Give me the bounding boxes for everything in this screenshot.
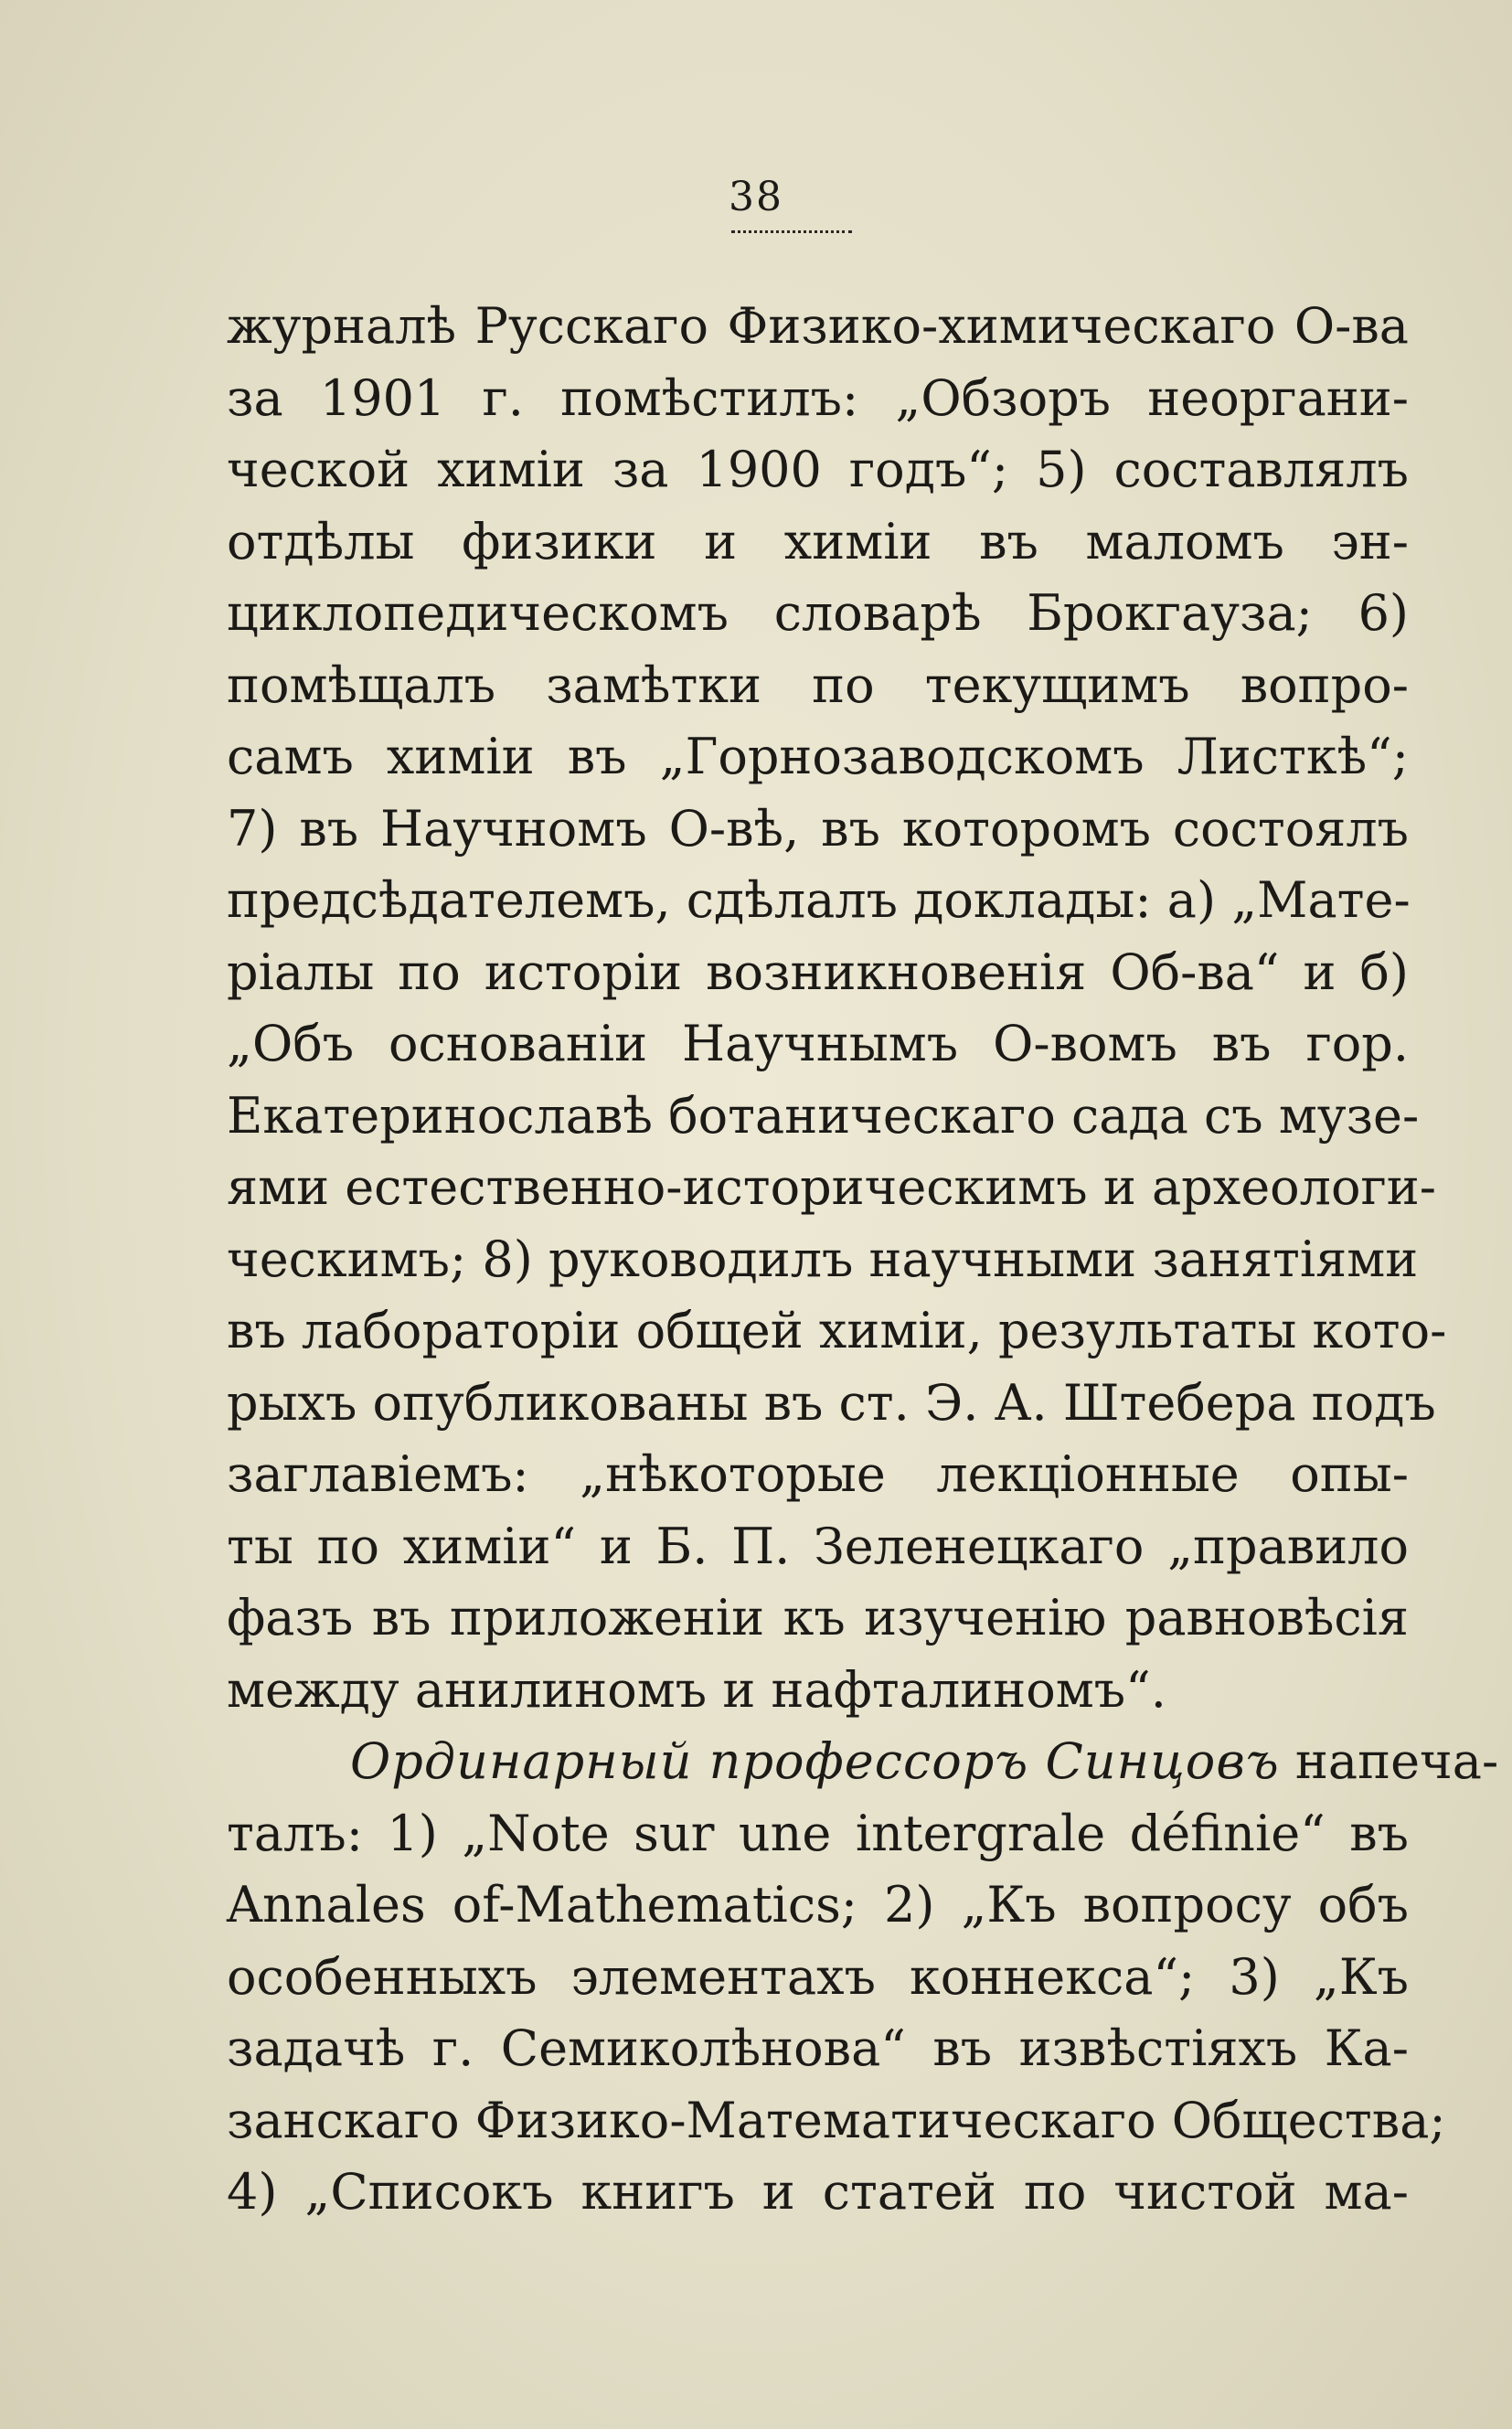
text-line: особенныхъ элементахъ коннекса“; 3) „Къ	[227, 1947, 1409, 2006]
text-line: ческой химіи за 1900 годъ“; 5) составлялъ	[227, 441, 1409, 498]
text-line: ями естественно-историческимъ и археологи-	[227, 1158, 1436, 1216]
text-line: самъ химіи въ „Горнозаводскомъ Листкѣ“;	[227, 728, 1409, 785]
text-line: за 1901 г. помѣстилъ: „Обзоръ неоргани-	[227, 368, 1409, 427]
text-line: отдѣлы физики и химіи въ маломъ эн-	[227, 512, 1409, 570]
text-line: „Объ основаніи Научнымъ О-вомъ въ гор.	[227, 1015, 1409, 1072]
italic-heading: Ординарный профессоръ Синцовъ	[350, 1732, 1280, 1790]
text-line: циклопедическомъ словарѣ Брокгауза; 6)	[227, 584, 1409, 642]
paragraph-first-line	[227, 1726, 1499, 1798]
text-line: въ лабораторіи общей химіи, результаты кото-	[227, 1302, 1447, 1359]
text-line: помѣщалъ замѣтки по текущимъ вопро-	[227, 655, 1409, 714]
text-line: талъ: 1) „Note sur une intergrale définie“ въ	[227, 1804, 1409, 1862]
page-number: 38	[729, 174, 783, 220]
body-text	[227, 291, 1499, 2229]
text-line: рыхъ опубликованы въ ст. Э. А. Штебера подъ	[227, 1373, 1436, 1432]
text-line: ріалы по исторіи возникновенія Об-ва“ и б)	[227, 943, 1409, 1001]
text-fragment: напеча-	[1279, 1732, 1499, 1790]
text-line: Annales of-Mathematics; 2) „Къ вопросу объ	[227, 1876, 1409, 1934]
text-line: Екатеринославѣ ботаническаго сада съ музе-	[227, 1086, 1420, 1145]
text-line: занскаго Физико-Математическаго Общества;	[227, 2091, 1446, 2149]
text-line: ческимъ; 8) руководилъ научными занятіями	[227, 1230, 1419, 1288]
text-line: заглавіемъ: „нѣкоторые лекціонные опы-	[227, 1445, 1409, 1503]
text-line: 4) „Списокъ книгъ и статей по чистой ма-	[227, 2163, 1409, 2221]
text-line: журналѣ Русскаго Физико-химическаго О-ва	[227, 297, 1409, 355]
page-number-rule	[731, 230, 852, 233]
text-line: 7) въ Научномъ О-вѣ, въ которомъ состоялъ	[227, 799, 1409, 858]
text-line: задачѣ г. Семиколѣнова“ въ извѣстіяхъ Ка-	[227, 2019, 1409, 2077]
text-line: фазъ въ приложеніи къ изученію равновѣсія	[227, 1589, 1409, 1646]
text-line: предсѣдателемъ, сдѣлалъ доклады: а) „Мате-	[227, 871, 1411, 929]
text-line: между анилиномъ и нафталиномъ“.	[227, 1660, 1166, 1719]
text-line: ты по химіи“ и Б. П. Зеленецкаго „правило	[227, 1517, 1409, 1575]
